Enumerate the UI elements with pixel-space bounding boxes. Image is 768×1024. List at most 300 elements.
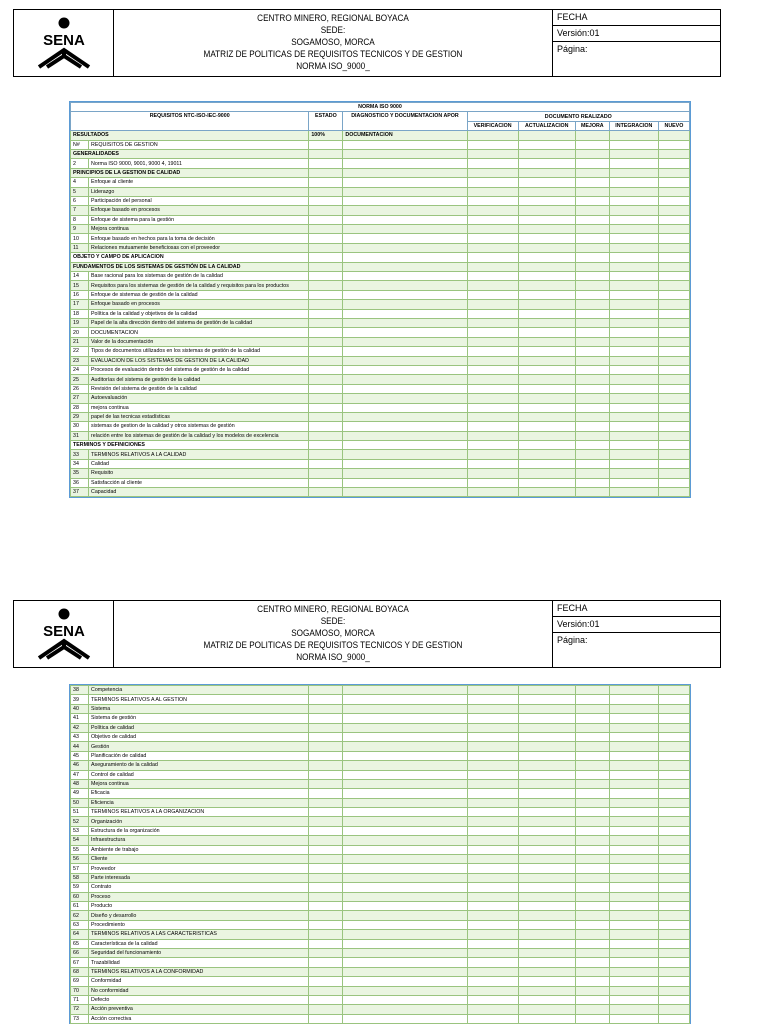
empty-cell[interactable] [467, 958, 518, 967]
empty-cell[interactable] [575, 920, 609, 929]
empty-cell[interactable] [575, 337, 609, 346]
empty-cell[interactable] [343, 281, 467, 290]
empty-cell[interactable] [575, 845, 609, 854]
empty-cell[interactable] [467, 272, 518, 281]
empty-cell[interactable] [575, 948, 609, 957]
empty-cell[interactable] [343, 864, 467, 873]
empty-cell[interactable] [658, 403, 689, 412]
empty-cell[interactable] [467, 836, 518, 845]
empty-cell[interactable] [609, 939, 658, 948]
empty-cell[interactable] [309, 817, 343, 826]
empty-cell[interactable] [467, 695, 518, 704]
empty-cell[interactable] [343, 798, 467, 807]
empty-cell[interactable] [609, 206, 658, 215]
empty-cell[interactable] [609, 309, 658, 318]
empty-cell[interactable] [467, 422, 518, 431]
empty-cell[interactable] [309, 845, 343, 854]
empty-cell[interactable] [518, 911, 575, 920]
empty-cell[interactable] [343, 243, 467, 252]
empty-cell[interactable] [658, 798, 689, 807]
empty-cell[interactable] [609, 808, 658, 817]
empty-cell[interactable] [575, 300, 609, 309]
empty-cell[interactable] [575, 309, 609, 318]
empty-cell[interactable] [518, 686, 575, 695]
empty-cell[interactable] [309, 272, 343, 281]
empty-cell[interactable] [518, 742, 575, 751]
empty-cell[interactable] [467, 375, 518, 384]
empty-cell[interactable] [658, 845, 689, 854]
empty-cell[interactable] [658, 986, 689, 995]
empty-cell[interactable] [467, 318, 518, 327]
empty-cell[interactable] [343, 234, 467, 243]
empty-cell[interactable] [658, 1014, 689, 1023]
empty-cell[interactable] [658, 178, 689, 187]
empty-cell[interactable] [467, 337, 518, 346]
empty-cell[interactable] [609, 864, 658, 873]
empty-cell[interactable] [658, 892, 689, 901]
empty-cell[interactable] [575, 911, 609, 920]
empty-cell[interactable] [609, 187, 658, 196]
empty-cell[interactable] [467, 356, 518, 365]
empty-cell[interactable] [467, 300, 518, 309]
empty-cell[interactable] [467, 215, 518, 224]
empty-cell[interactable] [309, 911, 343, 920]
empty-cell[interactable] [309, 742, 343, 751]
empty-cell[interactable] [309, 948, 343, 957]
empty-cell[interactable] [467, 732, 518, 741]
empty-cell[interactable] [658, 901, 689, 910]
empty-cell[interactable] [343, 873, 467, 882]
empty-cell[interactable] [518, 986, 575, 995]
empty-cell[interactable] [575, 742, 609, 751]
empty-cell[interactable] [518, 394, 575, 403]
empty-cell[interactable] [309, 394, 343, 403]
empty-cell[interactable] [343, 431, 467, 440]
empty-cell[interactable] [309, 995, 343, 1004]
empty-cell[interactable] [343, 836, 467, 845]
empty-cell[interactable] [343, 958, 467, 967]
empty-cell[interactable] [658, 450, 689, 459]
empty-cell[interactable] [467, 168, 518, 177]
empty-cell[interactable] [309, 864, 343, 873]
empty-cell[interactable] [518, 272, 575, 281]
empty-cell[interactable] [609, 1005, 658, 1014]
empty-cell[interactable] [658, 243, 689, 252]
empty-cell[interactable] [343, 732, 467, 741]
empty-cell[interactable] [467, 939, 518, 948]
empty-cell[interactable] [658, 328, 689, 337]
empty-cell[interactable] [575, 686, 609, 695]
empty-cell[interactable] [343, 450, 467, 459]
empty-cell[interactable] [518, 215, 575, 224]
empty-cell[interactable] [658, 714, 689, 723]
empty-cell[interactable] [518, 234, 575, 243]
empty-cell[interactable] [658, 272, 689, 281]
empty-cell[interactable] [309, 337, 343, 346]
empty-cell[interactable] [467, 394, 518, 403]
empty-cell[interactable] [467, 478, 518, 487]
empty-cell[interactable] [575, 488, 609, 497]
empty-cell[interactable] [467, 1014, 518, 1023]
empty-cell[interactable] [467, 309, 518, 318]
empty-cell[interactable] [309, 168, 343, 177]
empty-cell[interactable] [467, 365, 518, 374]
empty-cell[interactable] [467, 196, 518, 205]
empty-cell[interactable] [658, 967, 689, 976]
empty-cell[interactable] [575, 808, 609, 817]
empty-cell[interactable] [575, 206, 609, 215]
empty-cell[interactable] [309, 215, 343, 224]
empty-cell[interactable] [309, 225, 343, 234]
empty-cell[interactable] [575, 779, 609, 788]
empty-cell[interactable] [343, 384, 467, 393]
empty-cell[interactable] [518, 836, 575, 845]
empty-cell[interactable] [609, 328, 658, 337]
empty-cell[interactable] [609, 253, 658, 262]
empty-cell[interactable] [658, 253, 689, 262]
empty-cell[interactable] [309, 779, 343, 788]
empty-cell[interactable] [609, 967, 658, 976]
empty-cell[interactable] [309, 686, 343, 695]
empty-cell[interactable] [343, 695, 467, 704]
empty-cell[interactable] [309, 431, 343, 440]
empty-cell[interactable] [518, 328, 575, 337]
empty-cell[interactable] [518, 704, 575, 713]
empty-cell[interactable] [343, 478, 467, 487]
empty-cell[interactable] [609, 958, 658, 967]
empty-cell[interactable] [609, 704, 658, 713]
empty-cell[interactable] [575, 704, 609, 713]
empty-cell[interactable] [309, 422, 343, 431]
empty-cell[interactable] [467, 253, 518, 262]
empty-cell[interactable] [309, 732, 343, 741]
empty-cell[interactable] [309, 375, 343, 384]
empty-cell[interactable] [309, 300, 343, 309]
empty-cell[interactable] [658, 704, 689, 713]
empty-cell[interactable] [609, 789, 658, 798]
empty-cell[interactable] [467, 714, 518, 723]
empty-cell[interactable] [575, 967, 609, 976]
empty-cell[interactable] [609, 892, 658, 901]
empty-cell[interactable] [658, 394, 689, 403]
empty-cell[interactable] [609, 817, 658, 826]
empty-cell[interactable] [343, 817, 467, 826]
empty-cell[interactable] [658, 262, 689, 271]
empty-cell[interactable] [309, 873, 343, 882]
empty-cell[interactable] [609, 826, 658, 835]
empty-cell[interactable] [658, 977, 689, 986]
empty-cell[interactable] [309, 290, 343, 299]
empty-cell[interactable] [467, 225, 518, 234]
empty-cell[interactable] [309, 920, 343, 929]
empty-cell[interactable] [575, 939, 609, 948]
empty-cell[interactable] [518, 883, 575, 892]
empty-cell[interactable] [518, 732, 575, 741]
empty-cell[interactable] [658, 309, 689, 318]
empty-cell[interactable] [609, 441, 658, 450]
empty-cell[interactable] [309, 695, 343, 704]
empty-cell[interactable] [575, 732, 609, 741]
empty-cell[interactable] [609, 159, 658, 168]
empty-cell[interactable] [309, 958, 343, 967]
empty-cell[interactable] [575, 901, 609, 910]
empty-cell[interactable] [343, 911, 467, 920]
empty-cell[interactable] [575, 789, 609, 798]
empty-cell[interactable] [518, 225, 575, 234]
empty-cell[interactable] [343, 948, 467, 957]
empty-cell[interactable] [518, 356, 575, 365]
empty-cell[interactable] [658, 873, 689, 882]
empty-cell[interactable] [343, 422, 467, 431]
empty-cell[interactable] [518, 140, 575, 149]
empty-cell[interactable] [575, 403, 609, 412]
empty-cell[interactable] [518, 431, 575, 440]
empty-cell[interactable] [467, 149, 518, 158]
empty-cell[interactable] [467, 873, 518, 882]
empty-cell[interactable] [518, 723, 575, 732]
empty-cell[interactable] [343, 168, 467, 177]
empty-cell[interactable] [575, 394, 609, 403]
empty-cell[interactable] [518, 253, 575, 262]
empty-cell[interactable] [309, 403, 343, 412]
empty-cell[interactable] [575, 883, 609, 892]
empty-cell[interactable] [518, 300, 575, 309]
empty-cell[interactable] [467, 234, 518, 243]
empty-cell[interactable] [518, 958, 575, 967]
empty-cell[interactable] [343, 347, 467, 356]
empty-cell[interactable] [575, 986, 609, 995]
empty-cell[interactable] [658, 375, 689, 384]
empty-cell[interactable] [575, 431, 609, 440]
empty-cell[interactable] [658, 855, 689, 864]
empty-cell[interactable] [309, 149, 343, 158]
empty-cell[interactable] [467, 686, 518, 695]
empty-cell[interactable] [467, 412, 518, 421]
empty-cell[interactable] [518, 281, 575, 290]
empty-cell[interactable] [309, 1014, 343, 1023]
empty-cell[interactable] [658, 686, 689, 695]
empty-cell[interactable] [343, 459, 467, 468]
empty-cell[interactable] [309, 488, 343, 497]
empty-cell[interactable] [575, 290, 609, 299]
empty-cell[interactable] [609, 281, 658, 290]
empty-cell[interactable] [309, 243, 343, 252]
empty-cell[interactable] [467, 817, 518, 826]
empty-cell[interactable] [518, 187, 575, 196]
empty-cell[interactable] [658, 140, 689, 149]
empty-cell[interactable] [309, 159, 343, 168]
empty-cell[interactable] [609, 300, 658, 309]
empty-cell[interactable] [609, 761, 658, 770]
empty-cell[interactable] [575, 995, 609, 1004]
empty-cell[interactable] [518, 864, 575, 873]
empty-cell[interactable] [575, 469, 609, 478]
empty-cell[interactable] [343, 394, 467, 403]
empty-cell[interactable] [518, 262, 575, 271]
empty-cell[interactable] [309, 384, 343, 393]
empty-cell[interactable] [343, 149, 467, 158]
empty-cell[interactable] [575, 140, 609, 149]
empty-cell[interactable] [658, 281, 689, 290]
empty-cell[interactable] [658, 826, 689, 835]
empty-cell[interactable] [467, 986, 518, 995]
empty-cell[interactable] [609, 375, 658, 384]
empty-cell[interactable] [343, 488, 467, 497]
empty-cell[interactable] [575, 187, 609, 196]
empty-cell[interactable] [658, 883, 689, 892]
empty-cell[interactable] [609, 459, 658, 468]
empty-cell[interactable] [309, 789, 343, 798]
empty-cell[interactable] [609, 798, 658, 807]
empty-cell[interactable] [309, 187, 343, 196]
empty-cell[interactable] [575, 178, 609, 187]
empty-cell[interactable] [658, 930, 689, 939]
empty-cell[interactable] [575, 168, 609, 177]
empty-cell[interactable] [609, 178, 658, 187]
empty-cell[interactable] [609, 469, 658, 478]
empty-cell[interactable] [609, 855, 658, 864]
empty-cell[interactable] [518, 826, 575, 835]
empty-cell[interactable] [343, 290, 467, 299]
empty-cell[interactable] [658, 808, 689, 817]
empty-cell[interactable] [575, 365, 609, 374]
empty-cell[interactable] [575, 253, 609, 262]
empty-cell[interactable] [658, 356, 689, 365]
empty-cell[interactable] [467, 883, 518, 892]
empty-cell[interactable] [575, 262, 609, 271]
empty-cell[interactable] [609, 770, 658, 779]
empty-cell[interactable] [309, 309, 343, 318]
empty-cell[interactable] [343, 892, 467, 901]
empty-cell[interactable] [309, 761, 343, 770]
empty-cell[interactable] [575, 826, 609, 835]
empty-cell[interactable] [658, 488, 689, 497]
empty-cell[interactable] [658, 751, 689, 760]
empty-cell[interactable] [518, 347, 575, 356]
empty-cell[interactable] [467, 911, 518, 920]
empty-cell[interactable] [609, 384, 658, 393]
empty-cell[interactable] [309, 826, 343, 835]
empty-cell[interactable] [658, 215, 689, 224]
empty-cell[interactable] [575, 723, 609, 732]
empty-cell[interactable] [518, 845, 575, 854]
empty-cell[interactable] [309, 836, 343, 845]
empty-cell[interactable] [609, 977, 658, 986]
empty-cell[interactable] [609, 478, 658, 487]
empty-cell[interactable] [343, 318, 467, 327]
empty-cell[interactable] [467, 920, 518, 929]
empty-cell[interactable] [609, 450, 658, 459]
empty-cell[interactable] [467, 751, 518, 760]
empty-cell[interactable] [575, 695, 609, 704]
empty-cell[interactable] [467, 761, 518, 770]
empty-cell[interactable] [575, 412, 609, 421]
empty-cell[interactable] [518, 779, 575, 788]
empty-cell[interactable] [658, 1005, 689, 1014]
empty-cell[interactable] [467, 187, 518, 196]
empty-cell[interactable] [467, 290, 518, 299]
empty-cell[interactable] [343, 441, 467, 450]
empty-cell[interactable] [658, 789, 689, 798]
empty-cell[interactable] [609, 948, 658, 957]
empty-cell[interactable] [609, 732, 658, 741]
empty-cell[interactable] [518, 478, 575, 487]
empty-cell[interactable] [467, 789, 518, 798]
empty-cell[interactable] [658, 723, 689, 732]
empty-cell[interactable] [467, 431, 518, 440]
empty-cell[interactable] [309, 855, 343, 864]
empty-cell[interactable] [575, 328, 609, 337]
empty-cell[interactable] [658, 234, 689, 243]
empty-cell[interactable] [658, 422, 689, 431]
empty-cell[interactable] [343, 187, 467, 196]
empty-cell[interactable] [658, 939, 689, 948]
empty-cell[interactable] [467, 403, 518, 412]
empty-cell[interactable] [343, 206, 467, 215]
empty-cell[interactable] [343, 967, 467, 976]
empty-cell[interactable] [658, 779, 689, 788]
empty-cell[interactable] [518, 168, 575, 177]
empty-cell[interactable] [518, 977, 575, 986]
empty-cell[interactable] [518, 714, 575, 723]
empty-cell[interactable] [343, 930, 467, 939]
empty-cell[interactable] [609, 714, 658, 723]
empty-cell[interactable] [343, 300, 467, 309]
empty-cell[interactable] [343, 159, 467, 168]
empty-cell[interactable] [467, 704, 518, 713]
empty-cell[interactable] [518, 1014, 575, 1023]
empty-cell[interactable] [309, 930, 343, 939]
empty-cell[interactable] [309, 901, 343, 910]
empty-cell[interactable] [467, 1005, 518, 1014]
empty-cell[interactable] [518, 770, 575, 779]
empty-cell[interactable] [575, 836, 609, 845]
empty-cell[interactable] [467, 159, 518, 168]
empty-cell[interactable] [575, 892, 609, 901]
empty-cell[interactable] [343, 855, 467, 864]
empty-cell[interactable] [309, 140, 343, 149]
empty-cell[interactable] [343, 375, 467, 384]
empty-cell[interactable] [518, 995, 575, 1004]
empty-cell[interactable] [518, 412, 575, 421]
empty-cell[interactable] [518, 761, 575, 770]
empty-cell[interactable] [658, 149, 689, 158]
empty-cell[interactable] [309, 469, 343, 478]
empty-cell[interactable] [609, 272, 658, 281]
empty-cell[interactable] [467, 845, 518, 854]
empty-cell[interactable] [609, 196, 658, 205]
empty-cell[interactable] [309, 178, 343, 187]
empty-cell[interactable] [343, 412, 467, 421]
empty-cell[interactable] [609, 930, 658, 939]
empty-cell[interactable] [658, 441, 689, 450]
empty-cell[interactable] [575, 225, 609, 234]
empty-cell[interactable] [343, 995, 467, 1004]
empty-cell[interactable] [343, 686, 467, 695]
empty-cell[interactable] [575, 356, 609, 365]
empty-cell[interactable] [309, 714, 343, 723]
empty-cell[interactable] [467, 243, 518, 252]
empty-cell[interactable] [467, 328, 518, 337]
empty-cell[interactable] [309, 234, 343, 243]
empty-cell[interactable] [609, 431, 658, 440]
empty-cell[interactable] [518, 855, 575, 864]
empty-cell[interactable] [658, 318, 689, 327]
empty-cell[interactable] [518, 751, 575, 760]
empty-cell[interactable] [518, 930, 575, 939]
empty-cell[interactable] [343, 920, 467, 929]
empty-cell[interactable] [575, 930, 609, 939]
